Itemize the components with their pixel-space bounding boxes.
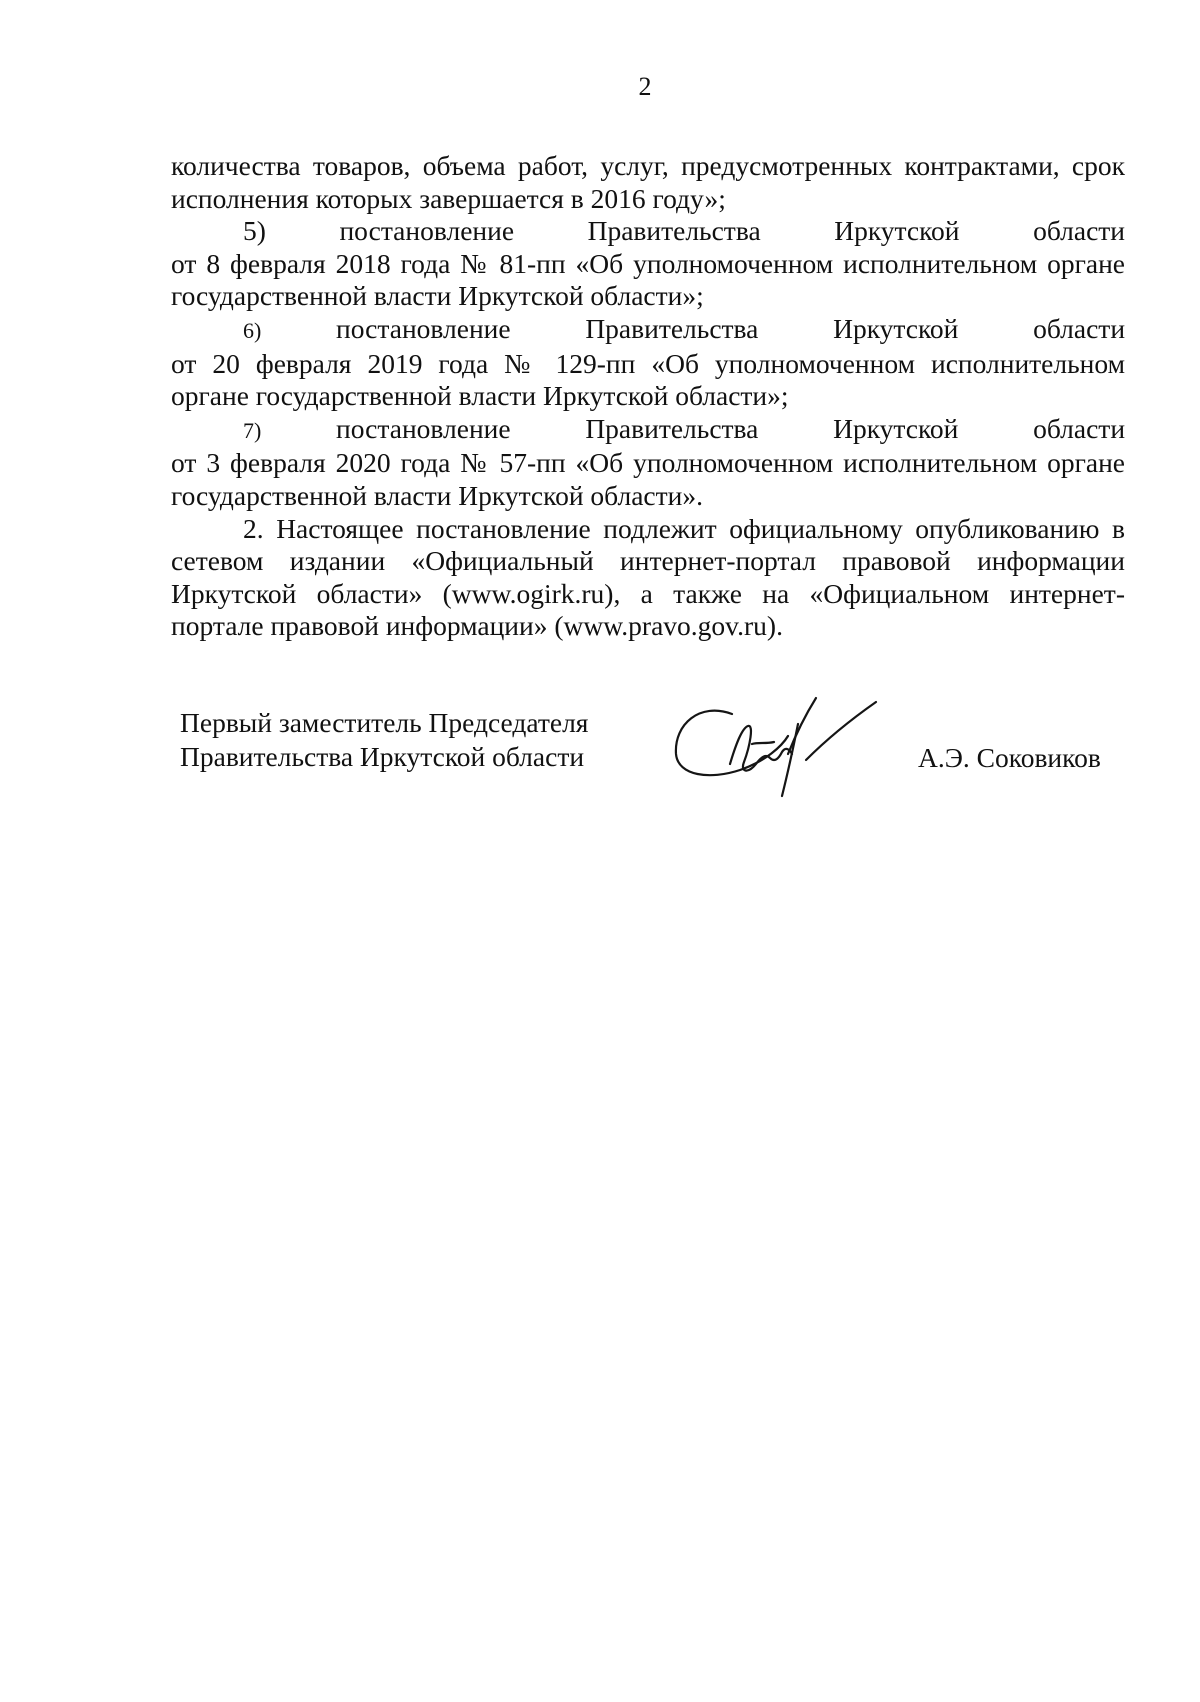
position-line: Первый заместитель Председателя [180, 707, 589, 738]
text-word: Правительства [585, 312, 759, 344]
list-number: 6) [243, 317, 262, 343]
list-item-7-heading [171, 413, 1125, 448]
text-line: от 8 февраля 2018 года № 81-пп «Об уполномоченном исполнительном органе [171, 247, 1125, 279]
text-word: постановление [336, 412, 511, 444]
list-item-5-heading [171, 215, 1125, 248]
page-number: 2 [638, 72, 652, 101]
text-line: органе государственной власти Иркутской области»; [171, 380, 789, 412]
text-word: области [1033, 412, 1126, 444]
text-line: сетевом издании «Официальный интернет-портал правовой информации [171, 545, 1125, 577]
text-word: постановление [339, 215, 515, 247]
text-word: Иркутской [834, 215, 960, 247]
document-body [171, 150, 1125, 643]
text-line: количества товаров, объема работ, услуг, предусмотренных контрактами, срок [171, 150, 1125, 181]
text-word: Иркутской [833, 412, 959, 444]
text-word: области [1033, 215, 1126, 247]
text-line: 2. Настоящее постановление подлежит официальному опубликованию в [243, 512, 1125, 544]
list-number: 5) [243, 215, 266, 247]
signatory-position [180, 706, 588, 774]
text-line: Иркутской области» (www.ogirk.ru), а также на «Официальном интернет- [171, 577, 1125, 609]
text-line: от 20 февраля 2019 года № 129-пп «Об уполномоченном исполнительном [171, 347, 1125, 379]
text-word: Правительства [585, 412, 759, 444]
text-line: государственной власти Иркутской области». [171, 479, 703, 511]
list-item-6-heading [171, 313, 1125, 348]
text-word: Иркутской [833, 312, 959, 344]
text-line: от 3 февраля 2020 года № 57-пп «Об уполномоченном исполнительном органе [171, 447, 1125, 479]
position-line: Правительства Иркутской области [180, 741, 585, 772]
text-word: Правительства [587, 215, 761, 247]
text-line: портале правовой информации» (www.pravo.gov.ru). [171, 610, 783, 642]
signatory-name: А.Э. Соковиков [918, 742, 1101, 773]
text-line: государственной власти Иркутской области»; [171, 280, 704, 312]
text-word: области [1033, 312, 1126, 344]
text-word: постановление [336, 312, 511, 344]
text-line: исполнения которых завершается в 2016 году»; [171, 182, 726, 214]
handwritten-signature-icon [670, 684, 910, 804]
list-number: 7) [243, 417, 262, 443]
